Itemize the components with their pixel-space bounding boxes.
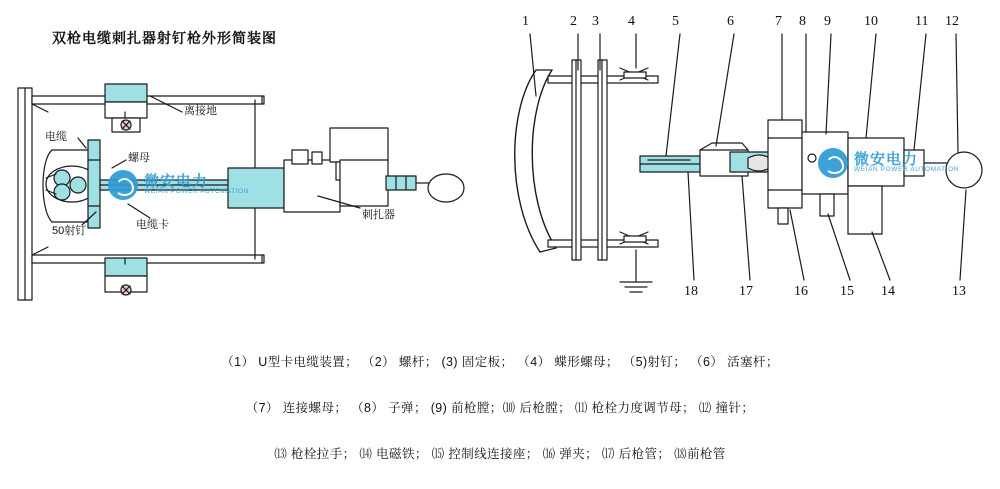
label-pricker: 刺扎器 <box>362 209 395 221</box>
callout-1: 1 <box>522 14 529 29</box>
callout-13: 13 <box>952 284 966 299</box>
label-cable-clamp: 电缆卡 <box>136 219 169 231</box>
watermark-right <box>818 148 959 178</box>
callout-9: 9 <box>824 14 831 29</box>
callout-4: 4 <box>628 14 635 29</box>
callout-14: 14 <box>881 284 895 299</box>
watermark-logo-icon <box>818 148 848 178</box>
callout-8: 8 <box>799 14 806 29</box>
watermark-subtitle: WEIAN POWER AUTOMATION <box>854 166 960 174</box>
label-nut: 螺母 <box>128 152 150 164</box>
watermark-left <box>108 170 249 200</box>
label-grounding: 离接地 <box>184 105 217 117</box>
callout-10: 10 <box>864 14 878 29</box>
callout-3: 3 <box>592 14 599 29</box>
legend-row-2: （7） 连接螺母； （8） 子弹； (9) 前枪膛；⑽ 后枪膛； ⑾ 枪栓力度调节母； ⑿ 撞针； <box>245 401 755 415</box>
callout-15: 15 <box>840 284 854 299</box>
callout-11: 11 <box>915 14 929 29</box>
callout-6: 6 <box>727 14 734 29</box>
legend-row-1: （1） U型卡电缆装置； （2） 螺杆； (3) 固定板； （4） 蝶形螺母； （5)射钉； （6） 活塞杆； <box>221 355 779 369</box>
label-cable: 电缆 <box>45 131 67 143</box>
callout-12: 12 <box>945 14 959 29</box>
callout-7: 7 <box>775 14 782 29</box>
label-nail: 50射钉 <box>52 225 87 237</box>
callout-18: 18 <box>684 284 698 299</box>
watermark-title: 微安电力 <box>144 172 209 190</box>
watermark-subtitle: WEIAN POWER AUTOMATION <box>144 188 250 196</box>
watermark-logo-icon <box>108 170 138 200</box>
page-title: 双枪电缆刺扎器射钉枪外形简装图 <box>52 30 277 46</box>
callout-16: 16 <box>794 284 808 299</box>
callout-2: 2 <box>570 14 577 29</box>
callout-17: 17 <box>739 284 753 299</box>
legend-row-3: ⒀ 枪栓拉手； ⒁ 电磁铁； ⒂ 控制线连接座； ⒃ 弹夹； ⒄ 后枪管； ⒅前枪管 <box>274 447 726 461</box>
callout-5: 5 <box>672 14 679 29</box>
watermark-title: 微安电力 <box>854 150 919 168</box>
